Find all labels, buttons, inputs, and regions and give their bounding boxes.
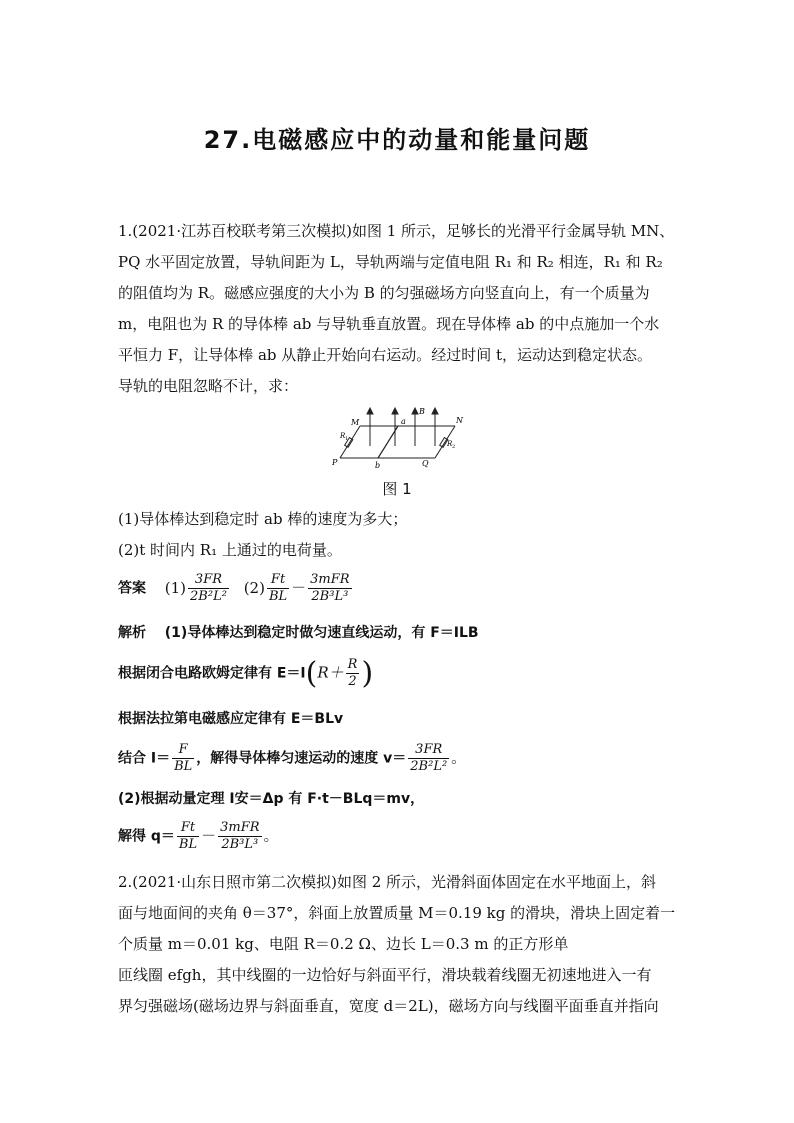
- label-N: N: [456, 416, 463, 425]
- solve-minus: －: [201, 826, 217, 845]
- answer-2-prefix: (2): [243, 578, 265, 597]
- figure-rails-diagram: [330, 406, 470, 470]
- label-b: b: [375, 461, 381, 470]
- label-a: a: [401, 417, 406, 426]
- analysis-1: (1)导体棒达到稳定时做匀速直线运动，有 F＝ILB: [164, 625, 479, 641]
- q2-line-5: 界匀强磁场(磁场边界与斜面垂直，宽度 d＝2L)，磁场方向与线圈平面垂直并指向: [118, 997, 659, 1015]
- q1-line-3: 的阻值均为 R。磁感应强度的大小为 B 的匀强磁场方向竖直向上，有一个质量为: [118, 284, 650, 302]
- combine-end: 。: [451, 748, 467, 767]
- q1-line-5: 平恒力 F，让导体棒 ab 从静止开始向右运动。经过时间 t，运动达到稳定状态。: [118, 346, 653, 364]
- solve-b-fraction: $\frac{\text{3mFR}}{\text{2B³L³}}$: [220, 820, 260, 852]
- label-M: M: [351, 418, 360, 427]
- answer-2-minus: －: [291, 578, 307, 597]
- ohm-inner: R＋: [317, 663, 344, 682]
- label-R1-sub: 1: [345, 436, 349, 442]
- q2-line-1: 2.(2021·山东日照市第二次模拟)如图 2 所示，光滑斜面体固定在水平地面上，斜: [118, 873, 657, 891]
- ohm-line: 根据闭合电路欧姆定律有 E＝I(R＋ $\frac{R}{2}$ ): [118, 656, 374, 691]
- label-R2-sub: 2: [452, 444, 456, 450]
- q1-line-2: PQ 水平固定放置，导轨间距为 L，导轨两端与定值电阻 R₁ 和 R₂ 相连，R₁ 和 R₂: [118, 253, 663, 271]
- solve-end: 。: [263, 826, 279, 845]
- q2-line-2: 面与地面间的夹角 θ＝37°，斜面上放置质量 M＝0.19 kg 的滑块，滑块上固定着一: [118, 904, 676, 922]
- answer-1-prefix: (1): [164, 578, 187, 597]
- answer-label: 答案: [118, 580, 146, 597]
- ohm-text: 根据闭合电路欧姆定律有 E＝I: [118, 665, 306, 682]
- q2-line-4: 匝线圈 efgh，其中线圈的一边恰好与斜面平行，滑块载着线圈无初速地进入一有: [118, 966, 652, 984]
- page-title: 27.电磁感应中的动量和能量问题: [203, 126, 591, 154]
- answer-1-fraction: $\frac{3FR}{\text{2B²L²}}$: [190, 572, 227, 604]
- q2-line-3: 个质量 m＝0.01 kg、电阻 R＝0.2 Ω、边长 L＝0.3 m 的正方形单: [118, 935, 569, 953]
- label-B: B: [419, 407, 425, 416]
- label-R2: R: [447, 440, 453, 448]
- combine-v-fraction: $\frac{3FR}{\text{2B²L²}}$: [410, 742, 448, 774]
- figure-caption: 图 1: [382, 480, 412, 498]
- analysis-line: [118, 622, 479, 642]
- ohm-fraction: $\frac{R}{2}$: [347, 657, 358, 689]
- q1-line-4: m，电阻也为 R 的导体棒 ab 与导轨垂直放置。现在导体棒 ab 的中点施加一个水: [118, 315, 660, 333]
- faraday-line: 根据法拉第电磁感应定律有 E＝BLv: [118, 711, 344, 727]
- label-P: P: [332, 458, 338, 467]
- solve-a-fraction: $\frac{Ft}{BL}$: [178, 820, 198, 852]
- q1-line-6: 导轨的电阻忽略不计，求：: [118, 377, 299, 395]
- answer-2a-fraction: $\frac{Ft}{BL}$: [268, 572, 288, 604]
- momentum-line: (2)根据动量定理 I安＝Δp 有 F·t－BLq＝mv，: [118, 791, 425, 807]
- combine-prefix: 结合 I＝: [118, 750, 171, 767]
- combine-line: [118, 742, 466, 775]
- answer-line: [118, 572, 354, 605]
- analysis-label: 解析: [118, 625, 146, 641]
- solve-prefix: 解得 q＝: [118, 828, 175, 845]
- label-R1: R: [340, 432, 346, 440]
- combine-mid: ，解得导体棒匀速运动的速度 v＝: [196, 750, 407, 767]
- label-Q: Q: [422, 459, 429, 468]
- combine-fraction: $\frac{F}{BL}$: [174, 742, 193, 774]
- q1-sub-1: (1)导体棒达到稳定时 ab 棒的速度为多大；: [118, 510, 408, 528]
- solve-line: [118, 820, 279, 853]
- answer-2b-fraction: $\frac{\text{3mFR}}{\text{2B³L³}}$: [310, 572, 350, 604]
- q1-line-1: 1.(2021·江苏百校联考第三次模拟)如图 1 所示，足够长的光滑平行金属导轨 MN、: [118, 222, 675, 240]
- q1-sub-2: (2)t 时间内 R₁ 上通过的电荷量。: [118, 541, 342, 559]
